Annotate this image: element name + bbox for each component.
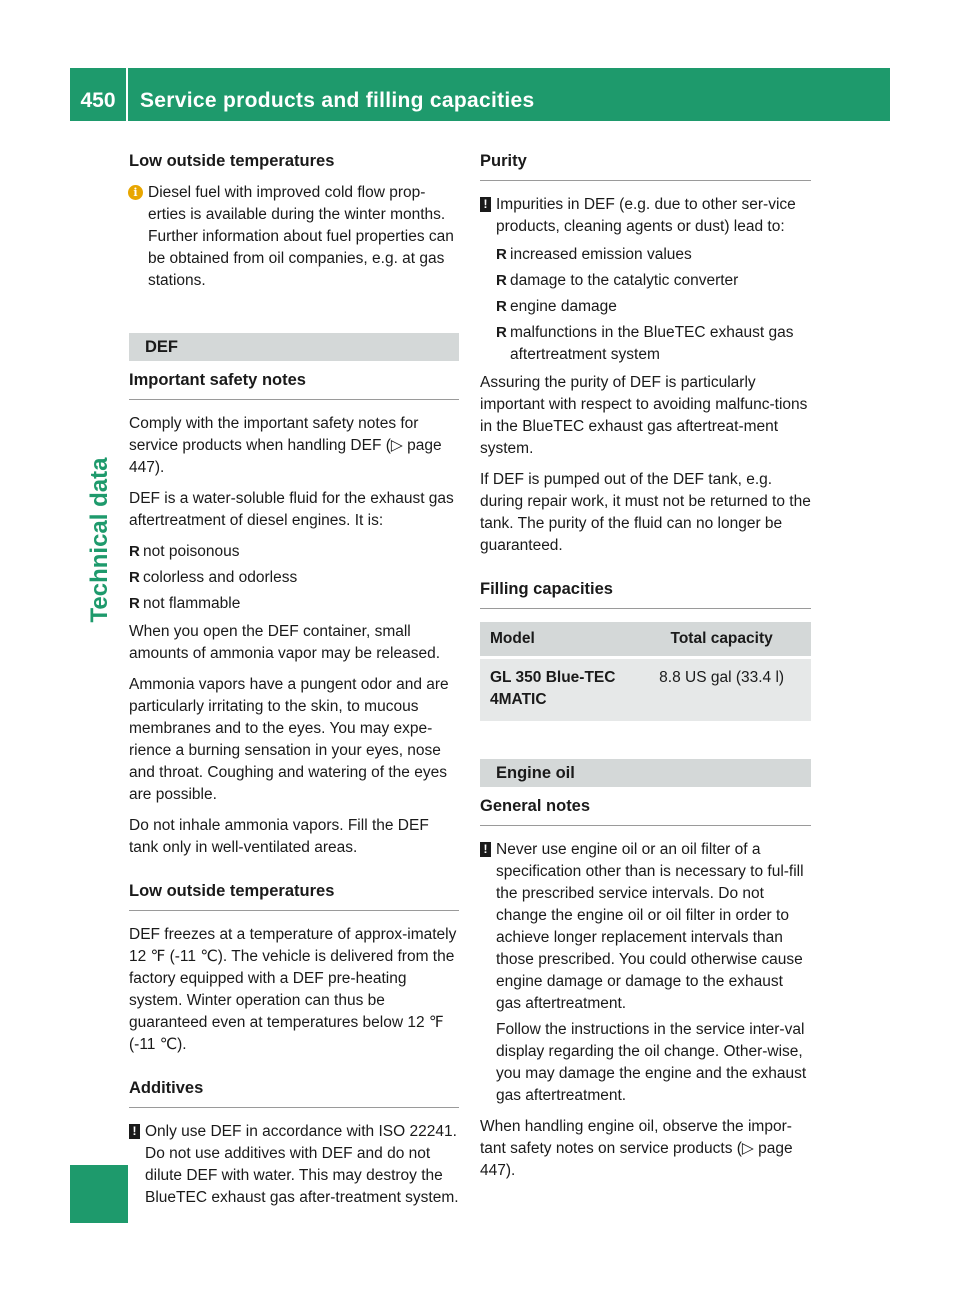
model-cell: GL 350 Blue-TEC 4MATIC [480, 658, 632, 722]
table-row [480, 658, 811, 722]
engine-oil-section-heading [480, 759, 811, 787]
safety-paragraph-5: Do not inhale ammonia vapors. Fill the DEF tank only in well-ventilated areas. [129, 817, 429, 856]
filling-capacities-table [480, 622, 811, 721]
bullet-icon: R [129, 543, 140, 560]
additives-warning-note [129, 1121, 459, 1209]
section-side-label: Technical data [86, 457, 113, 623]
purity-heading: Purity [480, 150, 811, 181]
purity-warning-note [480, 194, 811, 238]
list-item: R colorless and odorless [129, 567, 459, 589]
column-header-capacity: Total capacity [632, 622, 811, 658]
additives-warning-text: Only use DEF in accordance with ISO 22241. Do not use additives with DEF and do not dilute DEF with water. This may destroy the BlueTEC exhaust gas after-treatment system. [145, 1123, 459, 1206]
header-divider [126, 68, 128, 121]
list-item: R not flammable [129, 593, 459, 615]
info-icon: i [128, 185, 143, 200]
oil-warning-note [480, 839, 811, 1015]
filling-capacities-heading: Filling capacities [480, 578, 811, 609]
bullet-icon: R [496, 298, 507, 315]
purity-paragraph-2: If DEF is pumped out of the DEF tank, e.g. during repair work, it must not be returned to the tank. The purity of the fluid can no longer be guaranteed. [480, 471, 811, 554]
page-title: Service products and filling capacities [140, 89, 535, 112]
warning-icon: ! [480, 842, 491, 857]
def-section-heading [129, 333, 459, 361]
section-side-block [70, 1165, 128, 1223]
bullet-icon: R [496, 324, 507, 341]
bullet-icon: R [496, 246, 507, 263]
important-safety-heading: Important safety notes [129, 369, 459, 400]
def-heading-text: DEF [145, 338, 178, 356]
list-item: R not poisonous [129, 541, 459, 563]
oil-handling-paragraph: When handling engine oil, observe the impor-tant safety notes on service products (▷ page 447). [480, 1118, 793, 1179]
diesel-info-text: Diesel fuel with improved cold flow prop-erties is available during the winter months. Further information about fuel properties can be obtained from oil companies, e.g. at gas stations. [148, 184, 454, 289]
safety-paragraph-3: When you open the DEF container, small amounts of ammonia vapor may be released. [129, 623, 441, 662]
bullet-icon: R [496, 272, 507, 289]
bullet-icon: R [129, 569, 140, 586]
column-header-model: Model [480, 622, 632, 658]
list-item: R malfunctions in the BlueTEC exhaust gas aftertreatment system [496, 324, 794, 363]
capacity-cell: 8.8 US gal (33.4 l) [632, 658, 811, 722]
safety-paragraph-1: Comply with the important safety notes for service products when handling DEF (▷ page 447). [129, 415, 442, 476]
purity-paragraph-1: Assuring the purity of DEF is particularly important with respect to avoiding malfunc-tions in the BlueTEC exhaust gas aftertreat-ment system. [480, 374, 808, 457]
diesel-info-note [129, 182, 459, 292]
low-temp-def-paragraph: DEF freezes at a temperature of approx-imately 12 ℉ (-11 ℃). The vehicle is delivered from the factory equipped with a DEF pre-heating system. Winter operation can thus be guaranteed even at temperatures below 12 ℉ (-11 ℃). [129, 926, 457, 1053]
def-properties-list [129, 541, 459, 615]
left-column [129, 150, 459, 1218]
purity-impacts-list [480, 244, 811, 366]
oil-warning-followup: Follow the instructions in the service inter-val display regarding the oil change. Other-wise, you may damage the engine and the exhaust gas aftertreatment. [496, 1021, 807, 1104]
right-column [480, 150, 811, 1191]
safety-paragraph-2: DEF is a water-soluble fluid for the exhaust gas aftertreatment of diesel engines. It is: [129, 490, 454, 529]
list-item: R increased emission values [496, 244, 811, 266]
list-item: R engine damage [496, 296, 811, 318]
oil-warning-text: Never use engine oil or an oil filter of a specification other than is necessary to ful-fill the prescribed service intervals. Do not change the engine oil or oil filter in order to achieve longer replacement intervals than those prescribed. You could otherwise cause engine damage or damage to the exhaust gas aftertreatment. [496, 841, 804, 1012]
additives-heading: Additives [129, 1077, 459, 1108]
list-item: R damage to the catalytic converter [496, 270, 811, 292]
engine-oil-heading-text: Engine oil [496, 764, 575, 782]
low-temp-def-heading: Low outside temperatures [129, 880, 459, 911]
general-notes-heading: General notes [480, 795, 811, 826]
bullet-icon: R [129, 595, 140, 612]
table-header-row [480, 622, 811, 658]
page-number: 450 [80, 89, 116, 112]
safety-paragraph-4: Ammonia vapors have a pungent odor and are particularly irritating to the skin, to mucous membranes and to the eyes. You may expe-rience a burning sensation in your eyes, nose and throat. Coughing and watering of the eyes are possible. [129, 676, 449, 803]
warning-icon: ! [129, 1124, 140, 1139]
purity-warning-text: Impurities in DEF (e.g. due to other ser-vice products, cleaning agents or dust) lead to: [496, 196, 796, 235]
low-temp-diesel-heading: Low outside temperatures [129, 152, 335, 170]
warning-icon: ! [480, 197, 491, 212]
